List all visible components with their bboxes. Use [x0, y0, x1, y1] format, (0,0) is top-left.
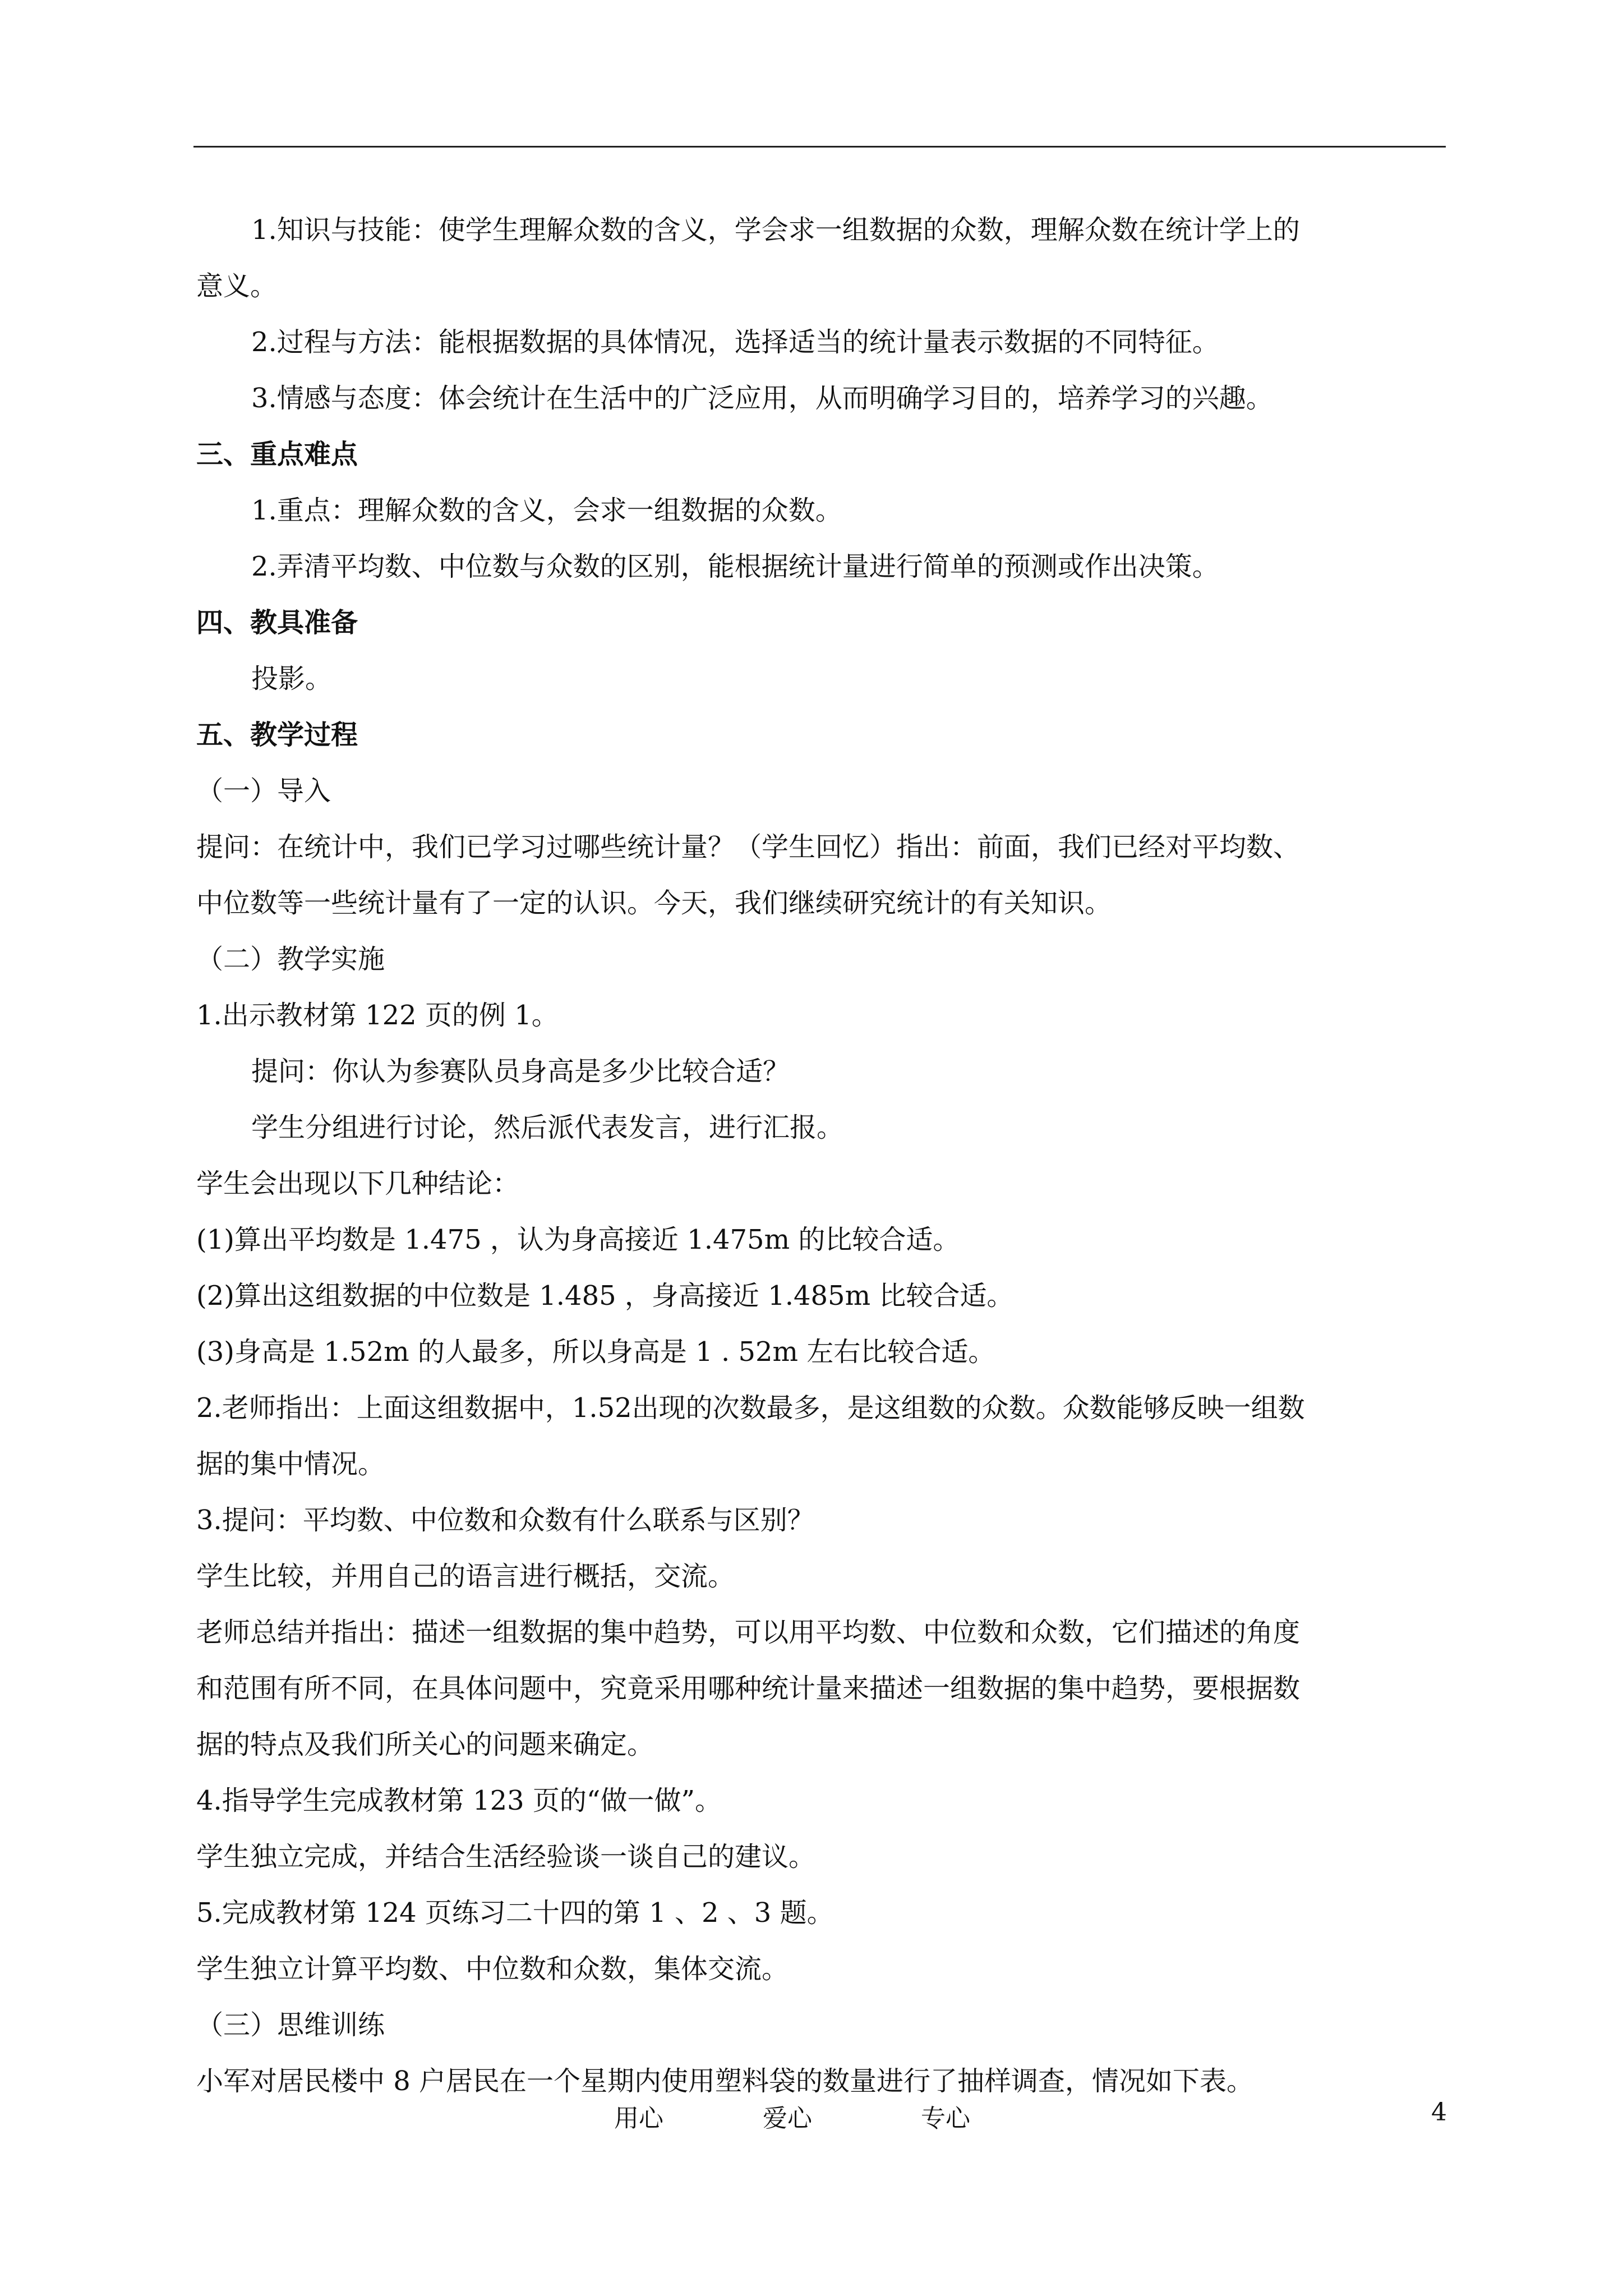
- body-line: 3.提问：平均数、中位数和众数有什么联系与区别？: [196, 1504, 814, 1536]
- body-line: 老师总结并指出：描述一组数据的集中趋势，可以用平均数、中位数和众数，它们描述的角度: [196, 1617, 1301, 1648]
- body-line: 据的集中情况。: [196, 1448, 385, 1480]
- body-line: (3)身高是 1.52m 的人最多，所以身高是 1 . 52m 左右比较合适。: [196, 1336, 995, 1368]
- subsection-heading: （三）思维训练: [196, 2009, 385, 2041]
- body-line: 2.弄清平均数、中位数与众数的区别，能根据统计量进行简单的预测或作出决策。: [251, 551, 1219, 582]
- body-line: 学生会出现以下几种结论：: [196, 1168, 520, 1199]
- section-heading: 三、重点难点: [196, 439, 358, 470]
- body-line: 2.过程与方法：能根据数据的具体情况，选择适当的统计量表示数据的不同特征。: [251, 326, 1219, 358]
- body-line: 3.情感与态度：体会统计在生活中的广泛应用，从而明确学习目的，培养学习的兴趣。: [251, 383, 1273, 414]
- body-line: 和范围有所不同，在具体问题中，究竟采用哪种统计量来描述一组数据的集中趋势，要根据数: [196, 1673, 1301, 1704]
- page-footer: [0, 2098, 1623, 2143]
- body-line: (1)算出平均数是 1.475 ，认为身高接近 1.475m 的比较合适。: [196, 1224, 960, 1255]
- body-line: 投影。: [251, 663, 333, 694]
- body-line: 学生独立完成，并结合生活经验谈一谈自己的建议。: [196, 1841, 816, 1872]
- page-number: 4: [1431, 2098, 1447, 2127]
- body-line: (2)算出这组数据的中位数是 1.485 ，身高接近 1.485m 比较合适。: [196, 1280, 1014, 1312]
- section-heading: 四、教具准备: [196, 607, 358, 638]
- subsection-heading: （二）教学实施: [196, 944, 385, 975]
- body-line: 1.重点：理解众数的含义，会求一组数据的众数。: [251, 495, 842, 526]
- body-line: 学生独立计算平均数、中位数和众数，集体交流。: [196, 1953, 789, 1985]
- body-line: 提问：你认为参赛队员身高是多少比较合适？: [251, 1056, 790, 1087]
- body-line: 5.完成教材第 124 页练习二十四的第 1 、2 、3 题。: [196, 1897, 834, 1929]
- subsection-heading: （一）导入: [196, 775, 331, 807]
- body-line: 意义。: [196, 270, 278, 302]
- body-line: 4.指导学生完成教材第 123 页的“做一做”。: [196, 1785, 722, 1816]
- body-line: 提问：在统计中，我们已学习过哪些统计量？（学生回忆）指出：前面，我们已经对平均数、: [196, 831, 1301, 863]
- body-line: 小军对居民楼中 8 户居民在一个星期内使用塑料袋的数量进行了抽样调查，情况如下表。: [196, 2065, 1254, 2097]
- body-line: 1.知识与技能：使学生理解众数的含义，学会求一组数据的众数，理解众数在统计学上的: [251, 214, 1300, 246]
- body-line: 1.出示教材第 122 页的例 1。: [196, 1000, 559, 1031]
- header-rule: [193, 146, 1446, 148]
- section-heading: 五、教学过程: [196, 719, 358, 751]
- footer-motto: 用心: [614, 2104, 663, 2133]
- footer-motto: 爱心: [763, 2104, 812, 2133]
- body-line: 学生比较，并用自己的语言进行概括，交流。: [196, 1561, 735, 1592]
- footer-motto: 专心: [921, 2104, 970, 2133]
- body-line: 2.老师指出：上面这组数据中，1.52出现的次数最多，是这组数的众数。众数能够反映一组数: [196, 1392, 1305, 1424]
- body-line: 中位数等一些统计量有了一定的认识。今天，我们继续研究统计的有关知识。: [196, 887, 1112, 919]
- page-body: [196, 202, 1447, 2109]
- body-line: 据的特点及我们所关心的问题来确定。: [196, 1729, 654, 1760]
- body-line: 学生分组进行讨论，然后派代表发言，进行汇报。: [251, 1112, 844, 1143]
